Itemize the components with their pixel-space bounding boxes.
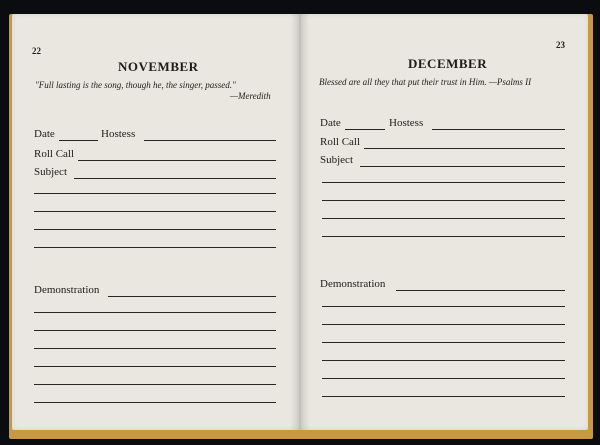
date-line[interactable] <box>345 129 385 130</box>
demonstration-line[interactable] <box>396 290 565 291</box>
demonstration-line[interactable] <box>34 402 276 403</box>
subject-label: Subject <box>320 154 353 166</box>
demonstration-line[interactable] <box>322 324 565 325</box>
demonstration-label: Demonstration <box>34 284 100 296</box>
demonstration-label: Demonstration <box>320 278 386 290</box>
demonstration-line[interactable] <box>322 396 565 397</box>
date-label: Date <box>34 128 55 140</box>
demonstration-line[interactable] <box>108 296 276 297</box>
book-spine-gutter <box>290 14 310 430</box>
quote-text: "Full lasting is the song, though he, the singer, passed." <box>35 80 236 90</box>
subject-line[interactable] <box>74 178 276 179</box>
month-heading: NOVEMBER <box>118 59 199 74</box>
demonstration-line[interactable] <box>34 366 276 367</box>
subject-line[interactable] <box>34 211 276 212</box>
subject-line[interactable] <box>322 200 565 201</box>
demonstration-line[interactable] <box>322 342 565 343</box>
demonstration-line[interactable] <box>34 348 276 349</box>
month-heading: DECEMBER <box>408 56 488 71</box>
subject-line[interactable] <box>34 247 276 248</box>
subject-line[interactable] <box>322 182 565 183</box>
roll-call-label: Roll Call <box>34 148 75 160</box>
subject-line[interactable] <box>360 166 565 167</box>
demonstration-line[interactable] <box>34 330 276 331</box>
subject-line[interactable] <box>322 218 565 219</box>
demonstration-line[interactable] <box>322 306 565 307</box>
hostess-label: Hostess <box>101 128 136 140</box>
subject-line[interactable] <box>34 193 276 194</box>
demonstration-line[interactable] <box>34 312 276 313</box>
date-label: Date <box>320 117 341 129</box>
roll-call-line[interactable] <box>78 160 276 161</box>
right-page <box>300 14 588 430</box>
quote-text: Blessed are all they that put their trust in Him. —Psalms II <box>319 77 532 87</box>
roll-call-label: Roll Call <box>320 136 361 148</box>
demonstration-line[interactable] <box>34 384 276 385</box>
hostess-line[interactable] <box>432 129 565 130</box>
quote-attribution: —Meredith <box>230 91 271 101</box>
hostess-line[interactable] <box>144 140 276 141</box>
subject-line[interactable] <box>34 229 276 230</box>
demonstration-line[interactable] <box>322 378 565 379</box>
subject-label: Subject <box>34 166 67 178</box>
page-number: 23 <box>556 40 565 50</box>
hostess-label: Hostess <box>389 117 424 129</box>
date-line[interactable] <box>59 140 98 141</box>
page-number: 22 <box>32 46 41 56</box>
demonstration-line[interactable] <box>322 360 565 361</box>
subject-line[interactable] <box>322 236 565 237</box>
roll-call-line[interactable] <box>364 148 565 149</box>
left-page <box>12 14 300 430</box>
